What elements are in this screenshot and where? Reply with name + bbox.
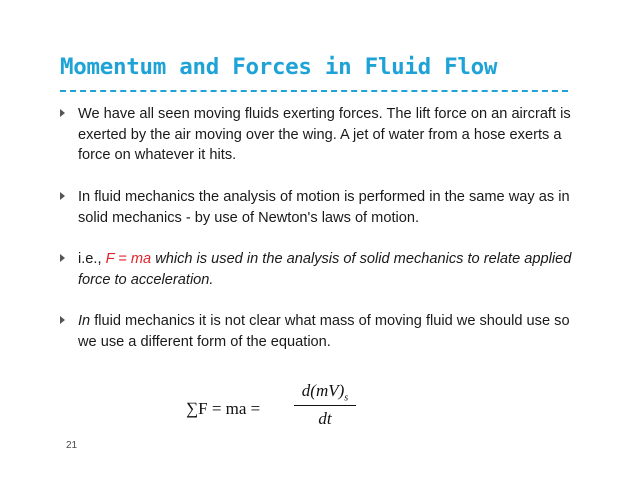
equation-denominator: dt [318,409,332,428]
bullet-text: In fluid mechanics the analysis of motion is performed in the same way as in solid mechanics - by use of Newton's laws of motion. [78,189,570,226]
bullet-arrow-icon [60,316,65,324]
equation-fraction [294,380,356,430]
bullet-text: We have all seen moving fluids exerting forces. The lift force on an aircraft is exerted by the air moving over the wing. A jet of water from a hose exerts a force on whatever it hits. [78,106,571,163]
momentum-equation [186,380,386,442]
bullet-body: fluid mechanics it is not clear what mass of moving fluid we should use so we use a different form of the equation. [78,313,570,350]
bullet-arrow-icon [60,109,65,117]
equation-numerator: $d(mV)_s$ [301,381,349,404]
slide-title: Momentum and Forces in Fluid Flow [60,54,498,80]
title-divider [60,90,568,92]
bullet-text [78,249,583,290]
bullet-italic-text: which is used in the analysis of solid mechanics to relate applied force to acceleration. [78,251,572,288]
ie-prefix: i.e., [78,251,106,267]
bullet-arrow-icon [60,254,65,262]
f-equals-ma: F = ma [105,251,152,267]
bullet-arrow-icon [60,192,65,200]
equation-subscript: s [344,392,349,404]
equation-lhs: ∑F = ma = [186,399,261,418]
fraction-bar [294,405,356,406]
bullet-text [78,311,583,352]
page-number: 21 [66,440,78,451]
bullet-italic-prefix: In [78,313,91,329]
